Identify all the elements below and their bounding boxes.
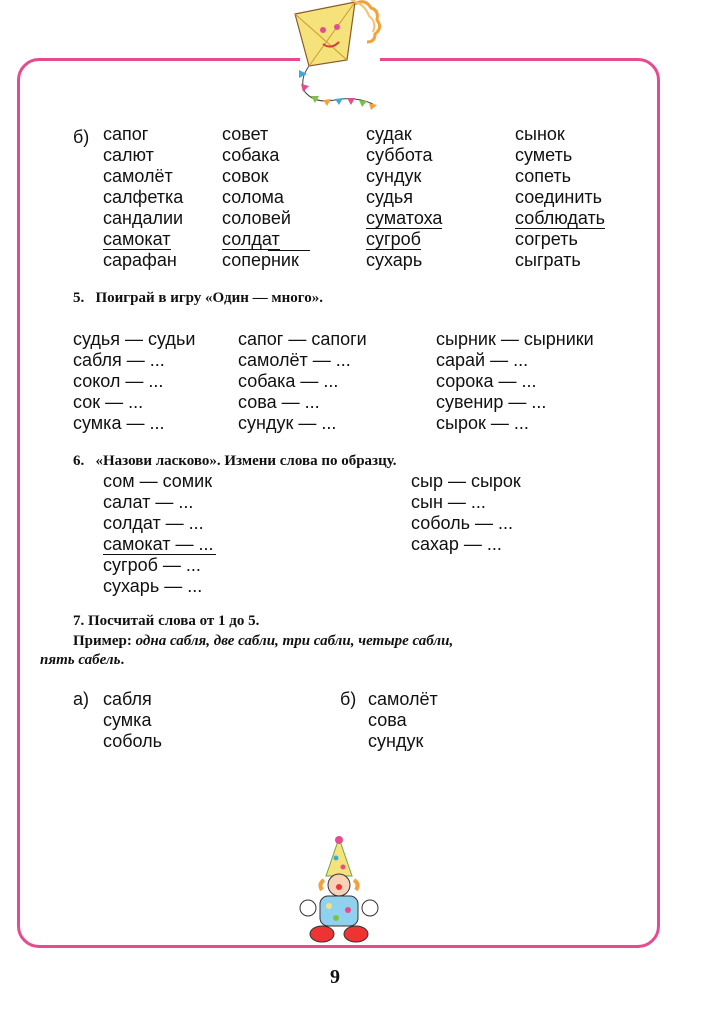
word: самолёт (103, 166, 173, 186)
word: судья (366, 187, 414, 207)
word-pair: сом — сомик (103, 471, 213, 491)
task-5-column-2 (238, 329, 367, 434)
task-text: «Назови ласково». Измени слова по образцу. (95, 453, 397, 469)
word-pair-underlined: самокат — ... (103, 534, 214, 554)
word: салют (103, 145, 154, 165)
word-pair: сумка — ... (73, 413, 165, 433)
word-pair: самолёт — ... (238, 350, 351, 370)
word-pair: сорока — ... (436, 371, 537, 391)
page-number: 9 (330, 966, 340, 988)
word-underlined: солдат (222, 229, 280, 249)
task-7-heading: 7. Посчитай слова от 1 до 5. (73, 613, 260, 629)
word-pair: салат — ... (103, 492, 194, 512)
group-b-marker: б) (340, 689, 357, 709)
word-pair: солдат — ... (103, 513, 204, 533)
word-pair: сын — ... (411, 492, 486, 512)
word-pair: сахар — ... (411, 534, 502, 554)
word: салфетка (103, 187, 184, 207)
word-underlined: самокат (103, 229, 171, 249)
word: сынок (515, 124, 565, 144)
word: сапог (103, 124, 149, 144)
word-pair: сокол — ... (73, 371, 164, 391)
word-pair: сырок — ... (436, 413, 529, 433)
word: судак (366, 124, 412, 144)
task-number: 5. (73, 290, 85, 306)
section-b-column-1 (103, 124, 183, 271)
example-end: . (120, 652, 125, 668)
word: сундук (368, 731, 424, 751)
word: сабля (103, 689, 152, 709)
word: согреть (515, 229, 578, 249)
group-a-words (103, 689, 162, 752)
task-text: Поиграй в игру «Один — много». (95, 290, 323, 306)
group-a-marker: а) (73, 689, 90, 709)
word: самолёт (368, 689, 438, 709)
word: солома (222, 187, 284, 207)
word-pair: сыр — сырок (411, 471, 521, 491)
word-pair: сок — ... (73, 392, 144, 412)
word-pair: сундук — ... (238, 413, 337, 433)
kite-illustration (285, 0, 395, 118)
word: сундук (366, 166, 422, 186)
word: совок (222, 166, 269, 186)
task-6-heading (73, 453, 396, 470)
word: сыграть (515, 250, 581, 270)
underline-mark (268, 250, 310, 251)
word: соединить (515, 187, 603, 207)
word: суббота (366, 145, 433, 165)
word-pair: сугроб — ... (103, 555, 201, 575)
word: сумка (103, 710, 152, 730)
task-5-column-1 (73, 329, 195, 434)
word-pair: сувенир — ... (436, 392, 547, 412)
task-6-column-2 (411, 471, 521, 555)
task-6-column-1 (103, 471, 216, 597)
word: сандалии (103, 208, 184, 228)
word-pair: сапог — сапоги (238, 329, 367, 349)
word-pair: сабля — ... (73, 350, 165, 370)
word-pair: сухарь — ... (103, 576, 203, 596)
word: совет (222, 124, 269, 144)
word: сова (368, 710, 407, 730)
example-text: одна сабля, две сабли, три сабли, четыре сабли, (135, 633, 454, 649)
word-pair: соболь — ... (411, 513, 514, 533)
task-5-column-3 (436, 329, 594, 434)
task-7-example-cont (40, 652, 124, 669)
word: соперник (222, 250, 299, 270)
word-pair: сова — ... (238, 392, 320, 412)
example-text-cont: пять сабель (40, 652, 121, 668)
word: суметь (515, 145, 573, 165)
task-number: 6. (73, 453, 85, 469)
task-5-heading (73, 290, 323, 307)
word-pair: сырник — сырники (436, 329, 594, 349)
word-pair: сарай — ... (436, 350, 529, 370)
word-pair: собака — ... (238, 371, 339, 391)
word: сарафан (103, 250, 177, 270)
section-b-column-3 (366, 124, 442, 271)
group-b-words (368, 689, 438, 752)
word-pair: судья — судьи (73, 329, 196, 349)
section-b-column-2 (222, 124, 299, 271)
task-7-example (73, 633, 453, 650)
section-b-column-4 (515, 124, 605, 271)
word: собака (222, 145, 280, 165)
word: соловей (222, 208, 291, 228)
word: сухарь (366, 250, 423, 270)
section-b-marker: б) (73, 127, 90, 147)
example-label: Пример: (73, 633, 132, 649)
word-underlined: сугроб (366, 229, 421, 249)
word: соболь (103, 731, 163, 751)
word-underlined: суматоха (366, 208, 443, 228)
word: сопеть (515, 166, 571, 186)
clown-illustration (296, 836, 382, 946)
word-underlined: соблюдать (515, 208, 606, 228)
